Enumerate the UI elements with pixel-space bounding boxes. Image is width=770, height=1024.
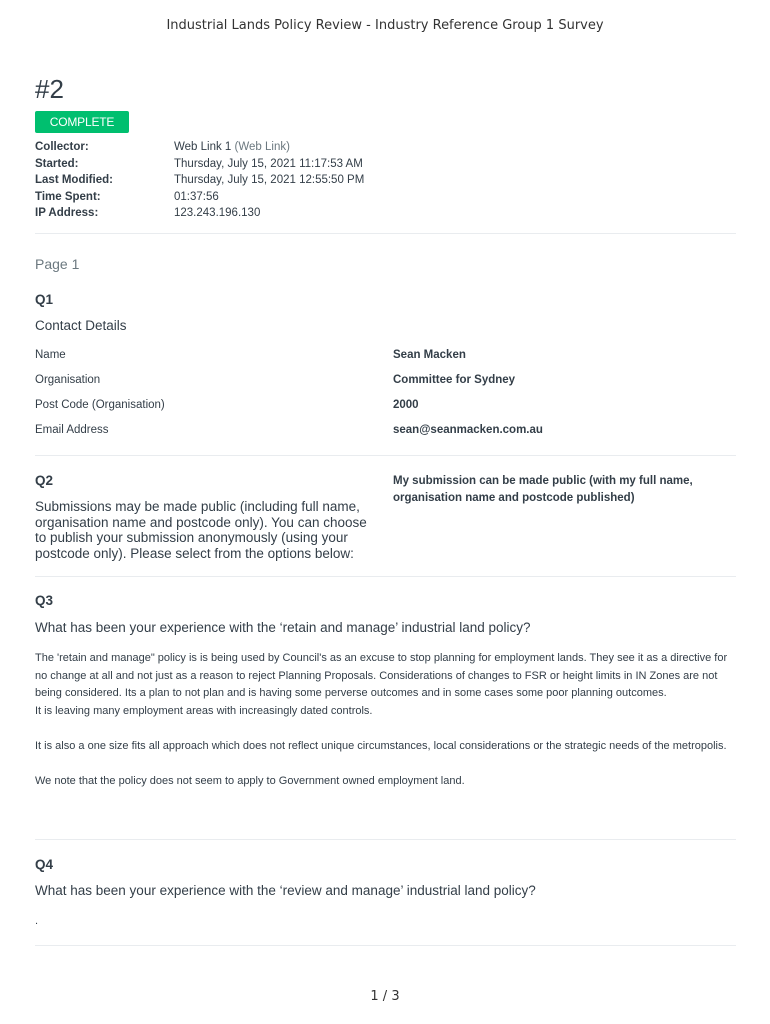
time-spent-label: Time Spent: xyxy=(35,190,101,203)
q3-answer-paragraph: The 'retain and manage" policy is is being used by Council's as an excuse to stop planning for employment lands. They see it as a directive for no change at all and not just as a reason to reject Planning Proposals. Considerations of changes to FSR or height limits in IN Zones are not being considered. Its a plan to not plan and is having some perverse outcomes and in some cases some poor planning outcomes. xyxy=(35,652,728,699)
q3-number: Q3 xyxy=(35,593,54,608)
q1-postcode-value: 2000 xyxy=(393,399,419,411)
q4-answer: . xyxy=(35,915,39,927)
q1-organisation-value: Committee for Sydney xyxy=(393,374,516,386)
q1-postcode-label: Post Code (Organisation) xyxy=(35,399,165,411)
q3-answer-paragraph: It is also a one size fits all approach which does not reflect unique circumstances, local considerations or the strategic needs of the metropolis. xyxy=(35,739,727,752)
q2-answer: My submission can be made public (with my full name, organisation name and postcode published) xyxy=(393,475,693,504)
time-spent-row xyxy=(35,189,364,206)
modified-row xyxy=(35,172,364,189)
q3-answer xyxy=(35,650,735,790)
started-label: Started: xyxy=(35,157,79,170)
divider xyxy=(35,839,736,840)
response-number: #2 xyxy=(35,74,64,104)
collector-row xyxy=(35,139,364,156)
q1-email-label: Email Address xyxy=(35,424,109,436)
collector-value xyxy=(174,139,290,156)
divider xyxy=(35,455,736,456)
q1-number: Q1 xyxy=(35,292,54,307)
q3-answer-paragraph: It is leaving many employment areas with increasingly dated controls. xyxy=(35,704,373,717)
page-indicator: 1 / 3 xyxy=(370,989,400,1004)
status-badge: COMPLETE xyxy=(35,111,129,133)
q1-email-value: sean@seanmacken.com.au xyxy=(393,424,543,436)
ip-value: 123.243.196.130 xyxy=(174,207,261,220)
q4-text: What has been your experience with the ‘review and manage’ industrial land policy? xyxy=(35,883,536,898)
collector-label: Collector: xyxy=(35,141,89,153)
collector-name: Web Link 1 xyxy=(174,141,232,153)
divider xyxy=(35,945,736,946)
modified-label: Last Modified: xyxy=(35,174,113,187)
divider xyxy=(35,233,736,234)
q3-answer-paragraph: We note that the policy does not seem to apply to Government owned employment land. xyxy=(35,774,465,787)
document-title: Industrial Lands Policy Review - Industry Reference Group 1 Survey xyxy=(166,18,604,33)
response-metadata xyxy=(35,139,364,222)
q2-text: Submissions may be made public (including full name, organisation name and postcode only). You can choose to publish your submission anonymously (using your postcode only). Please select from the options below: xyxy=(35,499,367,561)
time-spent-value: 01:37:56 xyxy=(174,190,219,203)
q1-title: Contact Details xyxy=(35,318,127,333)
q1-name-label: Name xyxy=(35,349,66,361)
q1-name-value: Sean Macken xyxy=(393,349,466,361)
q3-text: What has been your experience with the ‘retain and manage’ industrial land policy? xyxy=(35,620,531,635)
collector-type: (Web Link) xyxy=(234,141,290,153)
q1-organisation-label: Organisation xyxy=(35,374,101,386)
page-label: Page 1 xyxy=(35,256,80,272)
ip-label: IP Address: xyxy=(35,207,99,220)
ip-row xyxy=(35,205,364,222)
divider xyxy=(35,576,736,577)
started-value: Thursday, July 15, 2021 11:17:53 AM xyxy=(174,157,363,170)
q4-number: Q4 xyxy=(35,857,54,872)
modified-value: Thursday, July 15, 2021 12:55:50 PM xyxy=(174,174,365,187)
started-row xyxy=(35,156,364,173)
q2-number: Q2 xyxy=(35,473,54,488)
